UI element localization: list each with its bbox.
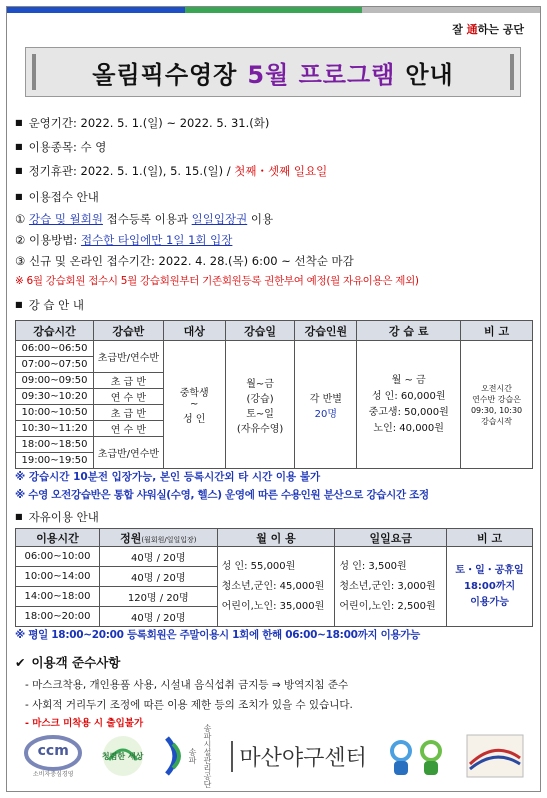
- table-cell: 06:00~06:50: [16, 341, 94, 357]
- table-cell: 09:00~09:50: [16, 373, 94, 389]
- lesson-note-2: ※ 수영 오전강습반은 통합 샤워실(수영, 헬스) 운영에 따른 수용인원 분산으로 강습시간 조정: [15, 489, 429, 501]
- free-heading: ■ 자유이용 안내: [15, 510, 99, 524]
- free-note: ※ 평일 18:00~20:00 등록회원은 주말이용시 1회에 한해 06:00~18:00까지 이용가능: [15, 629, 420, 641]
- info-period: ■ 운영기간: 2022. 5. 1.(일) ~ 2022. 5. 31.(화): [15, 116, 270, 130]
- top-color-bar: [7, 7, 540, 13]
- table-cell: 10:30~11:20: [16, 421, 94, 437]
- page-title: 올림픽수영장 5월 프로그램 안내: [25, 47, 521, 97]
- rule-item-red: - 마스크 미착용 시 출입불가: [25, 718, 144, 729]
- registration-item-2: ② 이용방법: 접수한 타입에만 1일 1회 입장: [15, 233, 233, 247]
- lesson-heading: ■ 강 습 안 내: [15, 298, 84, 312]
- table-cell: 연 수 반: [93, 389, 163, 405]
- table-cell: 연 수 반: [93, 421, 163, 437]
- table-cell: 초 급 반: [93, 373, 163, 389]
- capacity-cell: 각 반별 20명: [295, 341, 357, 469]
- tagline: 잘 通하는 공단: [452, 23, 524, 36]
- days-cell: 월~금 (강습) 토~일 (자유수영): [225, 341, 295, 469]
- col-header: 비 고: [447, 529, 533, 547]
- square-bullet-icon: ■: [15, 300, 23, 309]
- col-header: 이용시간: [16, 529, 100, 547]
- songpa-corp-logo: 송파 송파시설관리공단: [163, 724, 213, 788]
- free-use-table: [15, 528, 533, 627]
- registration-heading: ■ 이용접수 안내: [15, 190, 99, 204]
- square-bullet-icon: ■: [15, 192, 23, 201]
- daily-fee-cell: 성 인: 3,500원 청소년,군인: 3,000원 어린이,노인: 2,500원: [335, 547, 447, 627]
- registration-item-1: ① 강습 및 월회원 접수등록 이용과 일일입장권 이용: [15, 212, 274, 226]
- free-remark-cell: 토・일・공휴일 18:00까지 이용가능: [447, 547, 533, 627]
- clean-world-logo: 청렴한 세상: [101, 734, 145, 778]
- square-bullet-icon: ■: [15, 512, 23, 521]
- col-header: 일일요금: [335, 529, 447, 547]
- rules-heading: ✔ 이용객 준수사항: [15, 655, 121, 670]
- table-cell: 초 급 반: [93, 405, 163, 421]
- remarks-cell: 오전시간 연수반 강습은 09:30, 10:30 강습시작: [461, 341, 533, 469]
- square-bullet-icon: ■: [15, 142, 23, 151]
- baseball-center-logo: 마산야구센터: [231, 741, 367, 772]
- footer-logos: [15, 724, 533, 788]
- table-cell: 09:30~10:20: [16, 389, 94, 405]
- col-header: 월 이 용: [217, 529, 335, 547]
- col-header: 강 습 료: [357, 321, 461, 341]
- registration-item-3: ③ 신규 및 온라인 접수기간: 2022. 4. 28.(목) 6:00 ~ 선착순 마감: [15, 254, 354, 268]
- col-header: 강습시간: [16, 321, 94, 341]
- col-header: 비 고: [461, 321, 533, 341]
- table-cell: 40명 / 20명: [99, 567, 217, 587]
- col-header: 대상: [163, 321, 225, 341]
- table-cell: 18:00~18:50: [16, 437, 94, 453]
- table-cell: 40명 / 20명: [99, 547, 217, 567]
- mascot-icon: [385, 733, 447, 779]
- rule-item: - 마스크착용, 개인용품 사용, 시설내 음식섭취 금지등 ⇒ 방역지침 준수: [25, 679, 349, 691]
- table-cell: 18:00~20:00: [16, 607, 100, 627]
- monthly-fee-cell: 성 인: 55,000원 청소년,군인: 45,000원 어린이,노인: 35,000원: [217, 547, 335, 627]
- lesson-note-1: ※ 강습시간 10분전 입장가능, 본인 등록시간외 타 시간 이용 불가: [15, 471, 321, 483]
- table-cell: 07:00~07:50: [16, 357, 94, 373]
- table-cell: 초급반/연수반: [93, 437, 163, 469]
- table-cell: 40명 / 20명: [99, 607, 217, 627]
- page: [6, 6, 541, 792]
- col-header: 정원(월회원/일일입장): [99, 529, 217, 547]
- table-cell: 10:00~10:50: [16, 405, 94, 421]
- square-bullet-icon: ■: [15, 166, 23, 175]
- registration-note: ※ 6월 강습회원 접수시 5월 강습회원부터 기존회원등록 권한부여 예정(월 자유이용은 제외): [15, 275, 419, 287]
- table-cell: 19:00~19:50: [16, 453, 94, 469]
- table-cell: 06:00~10:00: [16, 547, 100, 567]
- lesson-table: [15, 320, 533, 469]
- target-cell: 중학생 ~ 성 인: [163, 341, 225, 469]
- table-cell: 14:00~18:00: [16, 587, 100, 607]
- col-header: 강습반: [93, 321, 163, 341]
- flag-emblem-icon: [466, 734, 524, 778]
- fee-cell: 월 ~ 금 성 인: 60,000원 중고생: 50,000원 노인: 40,000원: [357, 341, 461, 469]
- col-header: 강습인원: [295, 321, 357, 341]
- ccm-logo: ccm 소비자중심경영: [24, 735, 82, 778]
- checkmark-icon: ✔: [15, 655, 26, 670]
- info-sport: ■ 이용종목: 수 영: [15, 140, 107, 154]
- table-cell: 초급반/연수반: [93, 341, 163, 373]
- table-cell: 10:00~14:00: [16, 567, 100, 587]
- table-cell: 120명 / 20명: [99, 587, 217, 607]
- col-header: 강습일: [225, 321, 295, 341]
- info-closed: ■ 정기휴관: 2022. 5. 1.(일), 5. 15.(일) / 첫째・셋째 일요일: [15, 164, 328, 178]
- rule-item: - 사회적 거리두기 조정에 따른 이용 제한 등의 조치가 있을 수 있습니다.: [25, 699, 353, 711]
- square-bullet-icon: ■: [15, 118, 23, 127]
